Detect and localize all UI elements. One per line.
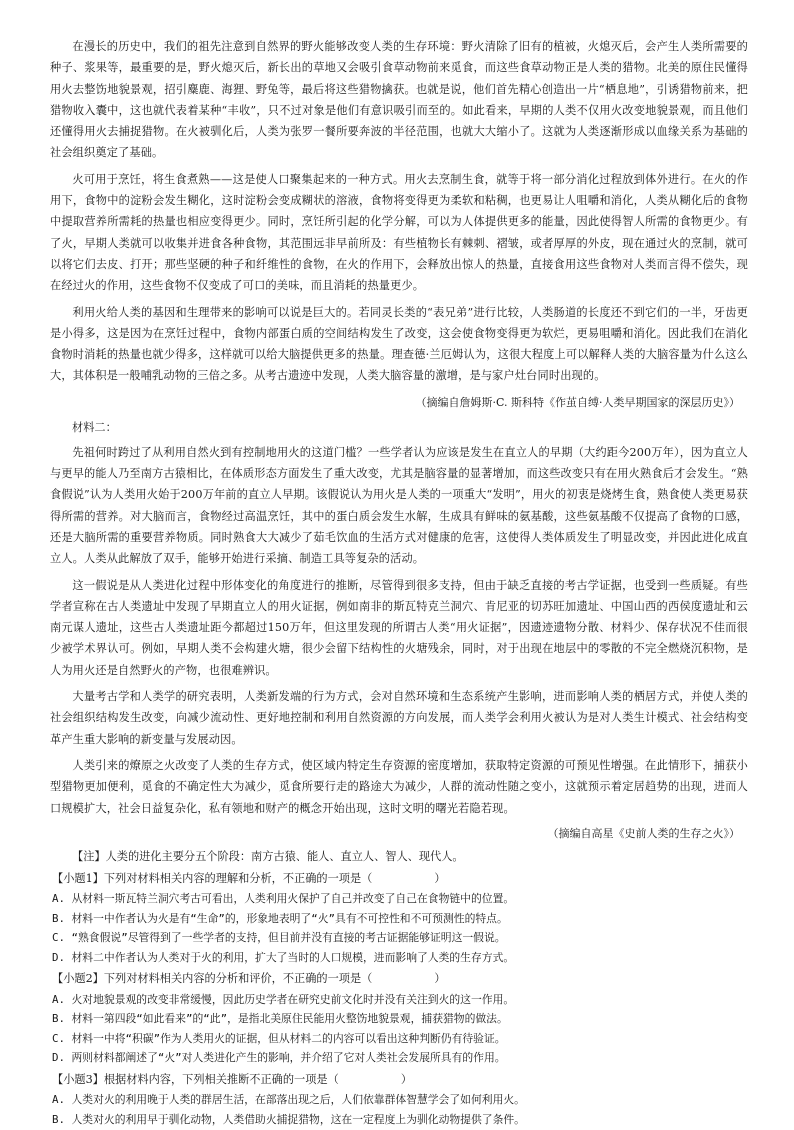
question-2-stem-text: 【小题2】下列对材料相关内容的分析和评价，不正确的一项是（ (52, 972, 373, 986)
question-3-options (50, 1090, 748, 1129)
question-1-option-b[interactable]: B. 材料一中作者认为火是有“生命”的，形象地表明了“火”具有不可控性和不可预测性的特点。 (52, 911, 508, 925)
material-two (50, 417, 748, 844)
question-3-stem-text: 【小题3】根据材料内容，下列相关推断不正确的一项是（ (52, 1072, 339, 1086)
question-1-option-c[interactable]: C. “熟食假说”尽管得到了一些学者的支持，但目前并没有直接的考古证据能够证明这一假说。 (52, 931, 506, 945)
question-2 (50, 968, 748, 1068)
question-2-option-b[interactable]: B. 材料一第四段“如此看来”的“此”，是指北美原住民能用火整饬地貌景观，捕获猎物的做法。 (52, 1012, 508, 1026)
question-1-option-a[interactable]: A. 从材料一斯瓦特兰洞穴考古可看出，人类利用火保护了自己并改变了自己在食物链中的位置。 (52, 892, 515, 906)
material-one-source: （摘编自詹姆斯·C. 斯科特《作茧自缚·人类早期国家的深层历史》） (415, 395, 740, 409)
material-two-paragraph-2: 这一假说是从人类进化过程中形体变化的角度进行的推断，尽管得到很多支持，但由于缺乏直接的考古学证据，也受到一些质疑。有些学者宣称在古人类遗址中发现了早期直立人的用火证据，例如南非的斯瓦特克兰洞穴、肯尼亚的切苏旺加遗址、中国山西的西侯度遗址和云南元谋人遗址，这些古人类遗址距今都超过150万年，但这里发现的所谓古人类“用火证据”，因遗迹遗物分散、材料少、保存状况不佳而很少被学术界认可。例如，早期人类不会构建火塘，很少会留下结构性的火塘残余，同时，对于出现在地层中的零散的不完全燃烧沉积物，是人为用火还是自然野火的产物，也很难辨识。 (50, 578, 748, 677)
question-2-option-d[interactable]: D. 两则材料都阐述了“火”对人类进化产生的影响，并介绍了它对人类社会发展所具有的作用。 (52, 1051, 506, 1065)
question-2-option-a[interactable]: A. 火对地貌景观的改变非常缓慢，因此历史学者在研究史前文化时并没有关注到火的这一作用。 (52, 992, 515, 1006)
question-1-close-paren: ） (434, 871, 446, 885)
material-two-label: 材料二： (72, 420, 117, 434)
evolution-note: 【注】人类的进化主要分五个阶段：南方古猿、能人、直立人、智人、现代人。 (72, 849, 464, 863)
material-one-paragraph-3: 利用火给人类的基因和生理带来的影响可以说是巨大的。若同灵长类的“表兄弟”进行比较，人类肠道的长度还不到它们的一半，牙齿更是小得多，这是因为在烹饪过程中，食物内部蛋白质的空间结构发生了改变，这会使食物变得更为软烂，更易咀嚼和消化。因此我们在消化食物时消耗的热量也就少得多，这样就可以给大脑提供更多的热量。理查德·兰厄姆认为，这很大程度上可以解释人类的大脑容量为什么这么大，其体积是一般哺乳动物的三倍之多。从考古遗迹中发现，人类大脑容量的激增，是与家户灶台同时出现的。 (50, 305, 748, 383)
question-2-option-c[interactable]: C. 材料一中将“积碳”作为人类用火的证据，但从材料二的内容可以看出这种判断仍有待验证。 (52, 1031, 506, 1045)
question-1-stem-text: 【小题1】下列对材料相关内容的理解和分析，不正确的一项是（ (52, 871, 373, 885)
question-1-options (50, 889, 748, 967)
question-3-option-b[interactable]: B. 人类对火的利用早于驯化动物，人类借助火捕捉猎物，这在一定程度上为驯化动物提供了条件。 (52, 1112, 525, 1126)
question-1-stem (50, 868, 748, 890)
material-one-paragraph-2: 火可用于烹饪，将生食煮熟——这是使人口聚集起来的一种方式。用火去烹制生食，就等于将一部分消化过程放到体外进行。在火的作用下，食物中的淀粉会发生糊化，这时淀粉会变成糊状的溶液，食物将变得更为柔软和粘稠，也更易让人咀嚼和消化，人类从糊化后的食物中提取营养所需耗的热量也相应变得更少。同时，烹饪所引起的化学分解，可以为人体提供更多的能量，因此使得智人所需的食物更少。有了火，早期人类就可以收集并进食各种食物，其范围远非早前所及：有些植物长有棘刺、褶皱，或者厚厚的外皮，现在通过火的烹制，就可以将它们去皮、打开；那些坚硬的种子和纤维性的食物，在火的作用下，会释放出惊人的热量，直接食用这些食物对人类而言得不偿失，现在经过火的作用，这些食物不仅变成了可口的美味，而且消耗的热量更少。 (50, 172, 748, 293)
material-one-paragraph-1: 在漫长的历史中，我们的祖先注意到自然界的野火能够改变人类的生存环境：野火清除了旧有的植被，火熄灭后，会产生人类所需要的种子、浆果等，最重要的是，野火熄灭后，新长出的草地又会吸引食草动物前来觅食，而这些食草动物正是人类的猎物。北美的原住民懂得用火去整饬地貌景观，招引麋鹿、海狸、野兔等，最后将这些猎物擒获。也就是说，他们首先精心创造出一片“栖息地”，引诱猎物前来，把猎物收入囊中，这也就代表着某种“丰收”，只不过对象是他们有意识吸引而至的。如此看来，早期的人类不仅用火改变地貌景观，而且他们还懂得用火去捕捉猎物。在火被驯化后，人类为张罗一餐所要奔波的半径范围，也就大大缩小了。这就为人类逐渐形成以血缘关系为基础的社会组织奠定了基础。 (50, 40, 748, 160)
question-1-option-d[interactable]: D. 材料二中作者认为人类对于火的利用，扩大了当时的人口规模，进而影响了人类的生存方式。 (52, 950, 515, 964)
material-one (50, 36, 748, 413)
material-two-source: （摘编自高星《史前人类的生存之火》） (547, 826, 740, 840)
question-2-stem (50, 968, 748, 990)
question-2-close-paren: ） (434, 972, 446, 986)
material-two-paragraph-4: 人类引来的燎原之火改变了人类的生存方式，使区域内特定生存资源的密度增加，获取特定资源的可预见性增强。在此情形下，捕获小型猎物更加便利，觅食的不确定性大为减少，觅食所要行走的路途大为减少，人群的流动性随之变小，这就预示着定居趋势的出现，进而人口规模扩大，社会日益复杂化，私有领地和财产的概念开始出现，这时文明的曙光若隐若现。 (50, 758, 748, 815)
question-3-stem (50, 1069, 748, 1091)
exam-page (50, 36, 748, 1130)
question-3-close-paren: ） (400, 1072, 413, 1086)
question-1 (50, 868, 748, 968)
question-3 (50, 1069, 748, 1130)
material-two-paragraph-3: 大量考古学和人类学的研究表明，人类新发端的行为方式，会对自然环境和生态系统产生影响，进而影响人类的栖居方式，并使人类的社会组织结构发生改变，向减少流动性、更好地控制和利用自然资源的方向发展，而人类学会利用火被认为是对人类生计模式、社会结构变革产生重大影响的新变量与发展动因。 (50, 690, 748, 746)
material-two-paragraph-1: 先祖何时跨过了从利用自然火到有控制地用火的这道门槛？一些学者认为应该是发生在直立人的早期（大约距今200万年），因为直立人与更早的能人乃至南方古猿相比，在体质形态方面发生了重大改变，尤其是脑容量的显著增加，而这些改变只有在用火熟食后才会发生。“熟食假说”认为人类用火始于200万年前的直立人早期。该假说认为用火是人类的一项重大“发明”，用火的初衷是烧烤生食，熟食使人类更易获得所需的营养。对大脑而言，食物经过高温烹饪，其中的蛋白质会发生水解，生成具有鲜味的氨基酸，这些氨基酸不仅提高了食物的口感，还是大脑所需的重要营养物质。同时熟食大大减少了茹毛饮血的生活方式对健康的危害，这使得人类体质发生了明显改变，并因此进化成直立人。人类从此解放了双手，能够开始进行采摘、制造工具等复杂的活动。 (50, 445, 748, 566)
question-2-options (50, 990, 748, 1068)
question-3-option-a[interactable]: A. 人类对火的利用晚于人类的群居生活，在部落出现之后，人们依靠群体智慧学会了如何利用火。 (52, 1093, 525, 1107)
